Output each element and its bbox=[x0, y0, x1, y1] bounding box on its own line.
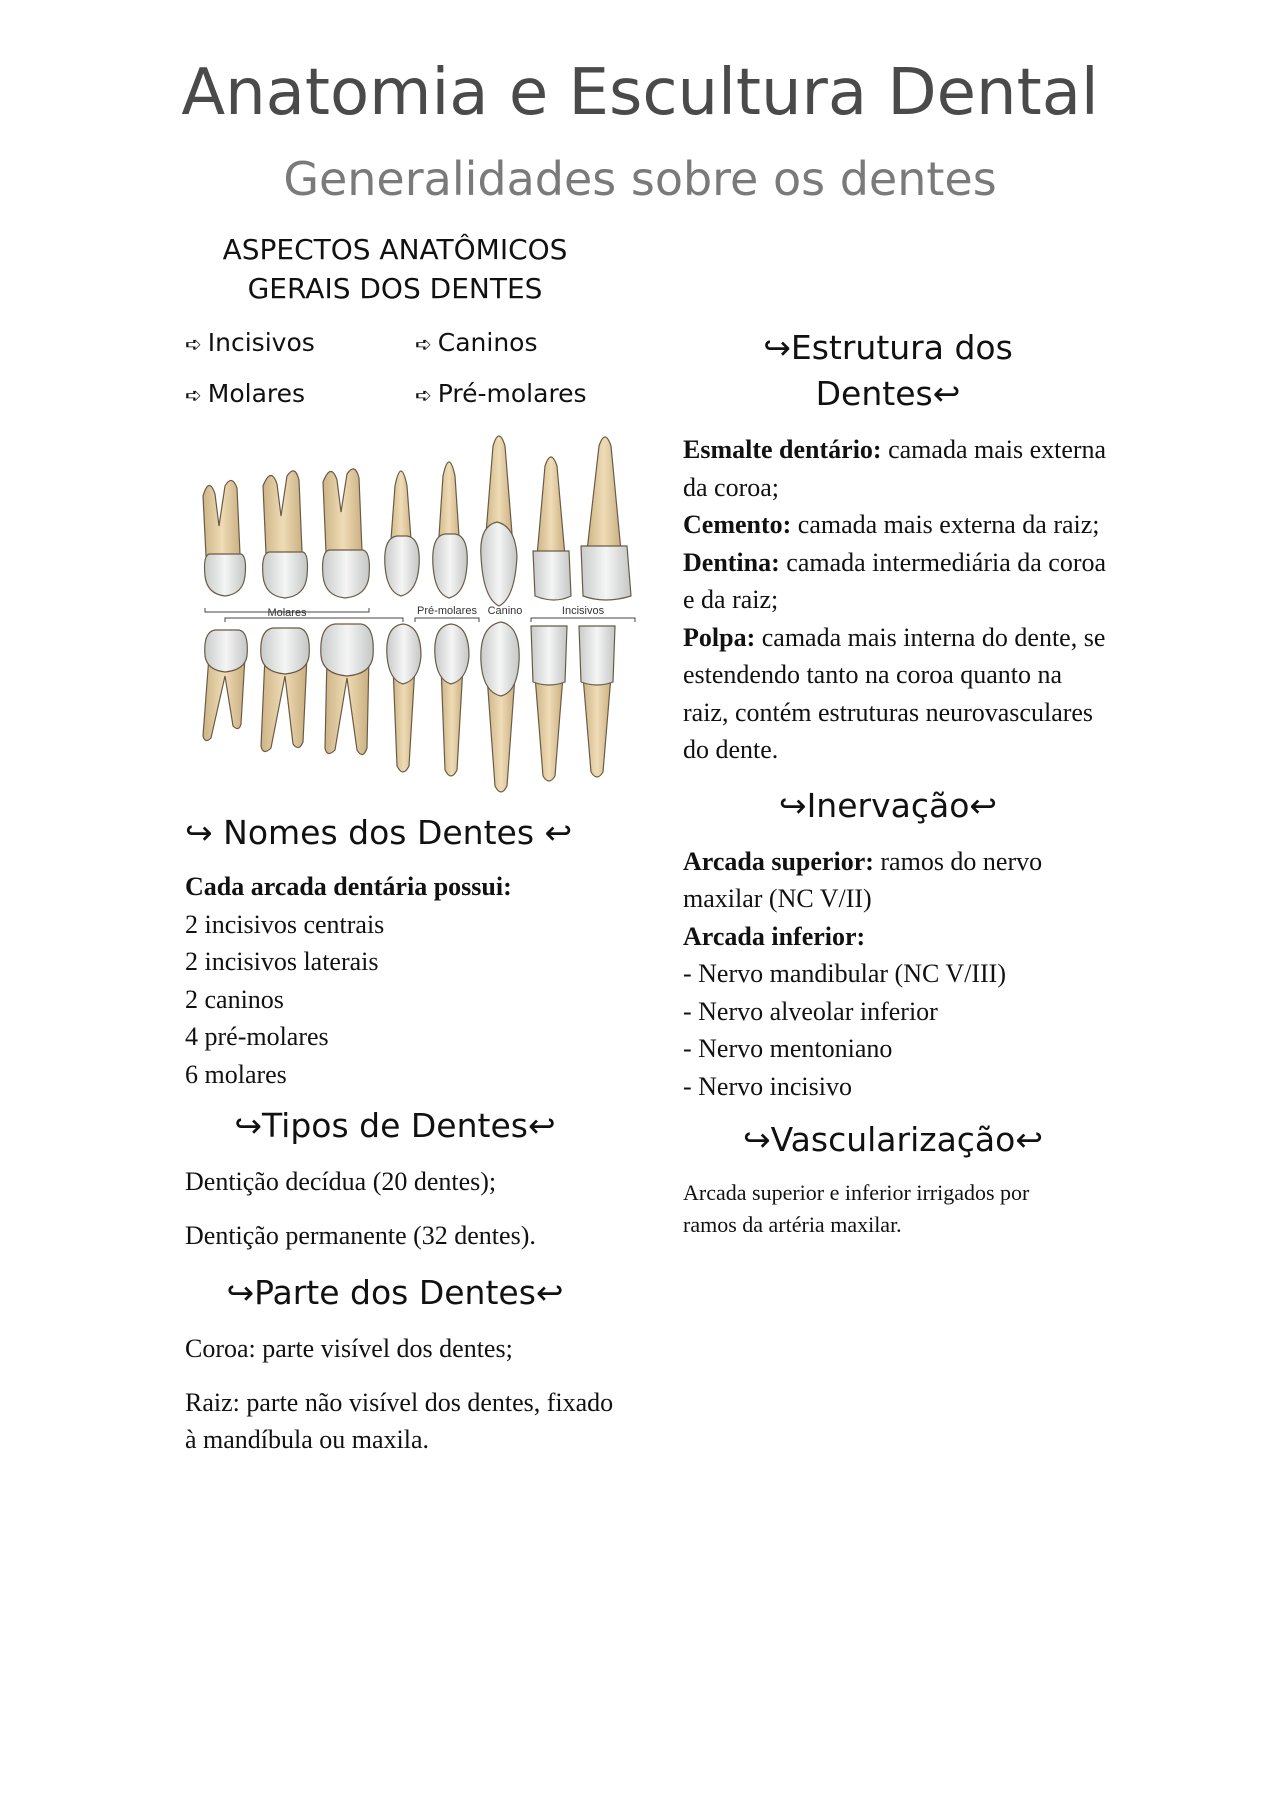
left-column bbox=[185, 230, 640, 1475]
tooth-types-list bbox=[185, 324, 640, 414]
type-item-pre-molares bbox=[415, 375, 635, 414]
estrutura-item-cemento bbox=[683, 506, 1113, 544]
term: Esmalte dentário: bbox=[683, 435, 882, 464]
upper-teeth bbox=[203, 436, 631, 606]
desc: ramos do nervo maxilar (NC V/II) bbox=[683, 846, 1043, 913]
vascularizacao-section bbox=[683, 1117, 1113, 1241]
type-label: Caninos bbox=[437, 328, 538, 357]
parte-raiz: Raiz: parte não visível dos dentes, fixado à mandíbula ou maxila. bbox=[185, 1387, 614, 1454]
aspects-heading-line2: GERAIS DOS DENTES bbox=[247, 272, 543, 305]
nomes-item: 4 pré-molares bbox=[185, 1022, 329, 1051]
nomes-item: 6 molares bbox=[185, 1059, 287, 1089]
inervacao-item: - Nervo alveolar inferior bbox=[683, 996, 938, 1026]
desc: camada mais externa da raiz; bbox=[791, 510, 1100, 539]
nomes-section bbox=[185, 810, 640, 1093]
type-label: Incisivos bbox=[207, 328, 315, 357]
estrutura-item-dentina bbox=[683, 544, 1113, 619]
inervacao-superior bbox=[683, 843, 1113, 918]
arrow-icon: ➪ bbox=[415, 332, 432, 356]
right-column bbox=[683, 325, 1113, 1241]
term: Arcada inferior: bbox=[683, 921, 866, 951]
tipos-decidua: Dentição decídua (20 dentes); bbox=[185, 1167, 497, 1196]
vascularizacao-heading: ↪Vascularização↩ bbox=[742, 1120, 1043, 1159]
tipos-section bbox=[185, 1103, 640, 1254]
parte-section bbox=[185, 1270, 640, 1459]
aspects-heading-line1: ASPECTOS ANATÔMICOS bbox=[222, 233, 568, 266]
document-title: Anatomia e Escultura Dental bbox=[181, 56, 1099, 130]
estrutura-body bbox=[683, 431, 1113, 769]
inervacao-inferior bbox=[683, 918, 1113, 956]
estrutura-item-esmalte bbox=[683, 431, 1113, 506]
arrow-icon: ➪ bbox=[185, 383, 202, 407]
lower-lateral-incisor bbox=[535, 676, 563, 781]
vascularizacao-text: Arcada superior e inferior irrigados por ramos da artéria maxilar. bbox=[683, 1180, 1030, 1237]
lower-teeth bbox=[203, 622, 615, 792]
type-label: Pré-molares bbox=[437, 379, 587, 408]
nomes-body bbox=[185, 868, 640, 1093]
arrow-icon: ➪ bbox=[415, 383, 432, 407]
label-incisivos: Incisivos bbox=[561, 605, 605, 617]
tipos-heading: ↪Tipos de Dentes↩ bbox=[234, 1106, 556, 1145]
estrutura-heading bbox=[683, 325, 1093, 417]
nomes-item: 2 incisivos centrais bbox=[185, 909, 385, 939]
upper-central-incisor bbox=[587, 437, 621, 551]
label-canino: Canino bbox=[487, 605, 523, 617]
nomes-intro-bold: Cada arcada dentária possui: bbox=[185, 872, 512, 901]
inervacao-item: - Nervo mentoniano bbox=[683, 1034, 893, 1063]
parte-coroa: Coroa: parte visível dos dentes; bbox=[185, 1334, 513, 1363]
nomes-heading: ↪ Nomes dos Dentes ↩ bbox=[185, 813, 573, 852]
term: Arcada superior: bbox=[683, 846, 874, 876]
label-molares: Molares bbox=[267, 607, 307, 619]
estrutura-heading-line2: Dentes↩ bbox=[815, 374, 961, 413]
term: Polpa: bbox=[683, 622, 756, 652]
label-pre-molares: Pré-molares bbox=[417, 605, 477, 617]
parte-heading: ↪Parte dos Dentes↩ bbox=[226, 1273, 564, 1312]
nomes-item: 2 caninos bbox=[185, 984, 284, 1014]
nomes-intro bbox=[185, 868, 640, 906]
term: Dentina: bbox=[683, 547, 780, 577]
inervacao-heading: ↪Inervação↩ bbox=[778, 785, 998, 825]
inervacao-section bbox=[683, 783, 1113, 1106]
nomes-item: 2 incisivos laterais bbox=[185, 947, 379, 976]
inervacao-item: - Nervo mandibular (NC V/III) bbox=[683, 959, 1006, 988]
desc: camada intermediária da coroa e da raiz; bbox=[683, 547, 1107, 614]
desc: camada mais interna do dente, se estendendo tanto na coroa quanto na raiz, contém estruturas neurovasculares do dente. bbox=[683, 622, 1106, 764]
type-item-molares bbox=[185, 375, 415, 414]
upper-lateral-incisor bbox=[537, 457, 565, 556]
type-label: Molares bbox=[207, 379, 306, 408]
desc: camada mais externa da coroa; bbox=[683, 435, 1107, 502]
estrutura-heading-line1: ↪Estrutura dos bbox=[763, 328, 1013, 367]
term: Cemento: bbox=[683, 510, 792, 539]
lower-central-incisor bbox=[583, 676, 611, 777]
document-subtitle: Generalidades sobre os dentes bbox=[283, 152, 997, 206]
estrutura-item-polpa bbox=[683, 619, 1113, 769]
inervacao-item: - Nervo incisivo bbox=[683, 1071, 852, 1101]
tipos-permanente: Dentição permanente (32 dentes). bbox=[185, 1220, 536, 1250]
aspects-heading bbox=[185, 230, 605, 308]
type-item-caninos bbox=[415, 324, 635, 363]
type-item-incisivos bbox=[185, 324, 415, 363]
teeth-illustration bbox=[185, 426, 640, 796]
arrow-icon: ➪ bbox=[185, 332, 202, 356]
